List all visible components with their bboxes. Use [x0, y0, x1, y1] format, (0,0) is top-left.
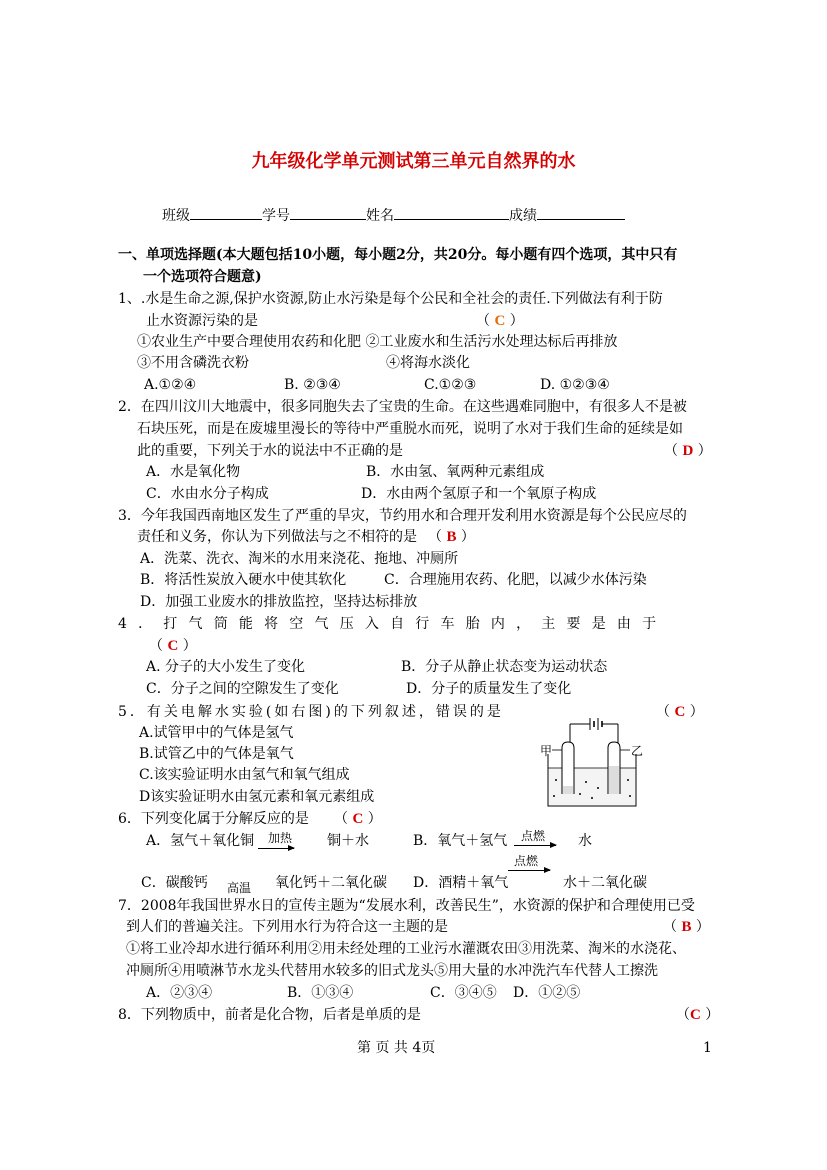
- q5-answer: （ C ）: [656, 704, 704, 720]
- q1-answer-letter: C: [494, 313, 506, 329]
- q2-answer-letter: D: [682, 443, 694, 459]
- score-label: 成绩: [509, 208, 537, 224]
- q5-option-b: B.试管乙中的气体是氧气: [139, 746, 294, 762]
- page-title: 九年级化学单元测试第三单元自然界的水: [251, 151, 576, 172]
- q6-answer-letter: C: [352, 811, 364, 827]
- class-blank[interactable]: [190, 205, 262, 220]
- q7-option-c: C．③④⑤: [430, 985, 497, 1001]
- q1-option-d: D. ①②③④: [540, 377, 610, 393]
- q3-answer: （ B ）: [428, 529, 475, 545]
- q7-option-d: D．①②⑤: [513, 985, 581, 1001]
- q8-answer-letter: C: [690, 1007, 701, 1023]
- q1-stem: 1、.水是生命之源,保护水资源,防止水污染是每个公民和全社会的责任.下列做法有利于防: [118, 291, 663, 307]
- class-label: 班级: [162, 208, 190, 224]
- q1-items-row1: ①农业生产中要合理使用农药和化肥 ②工业废水和生活污水处理达标后再排放: [137, 334, 618, 350]
- tube-yi-label: 乙: [631, 744, 644, 758]
- q4-option-c: C．分子之间的空隙发生了变化: [146, 681, 339, 697]
- q4-stem: 4．打气筒能将空气压入自行车胎内，主要是由于: [118, 616, 668, 632]
- q6-answer: （ C ）: [334, 811, 382, 827]
- q3-answer-letter: B: [446, 529, 457, 545]
- q4-option-b: B．分子从静止状态变为运动状态: [401, 659, 608, 675]
- q6-option-c-left: C．碳酸钙: [141, 875, 208, 891]
- q3-stem: 3．今年我国西南地区发生了严重的旱灾，节约用水和合理开发利用水资源是每个公民应尽的: [118, 508, 687, 524]
- q1-item3: ③不用含磷洗衣粉: [137, 355, 249, 371]
- q7-option-b: B．①③④: [287, 985, 354, 1001]
- page-footer: 第 页 共 4页: [357, 1040, 436, 1056]
- q2-option-d: D．水由两个氢原子和一个氧原子构成: [361, 486, 597, 502]
- q2-answer: （ D ）: [664, 443, 712, 459]
- name-blank[interactable]: [394, 205, 509, 220]
- q6-option-a-left: A．氢气＋氧化铜: [146, 833, 255, 849]
- q7-answer: （ B ）: [663, 919, 710, 935]
- q4-option-a: A. 分子的大小发生了变化: [146, 659, 306, 675]
- q4-answer-letter: C: [167, 638, 179, 654]
- q7-option-a: A．②③④: [146, 985, 213, 1001]
- score-blank[interactable]: [537, 205, 625, 220]
- q7-items-row1: ①将工业冷却水进行循环利用②用未经处理的工业污水灌溉农田③用洗菜、淘米的水浇花、: [126, 941, 686, 957]
- q6-option-c-right: 氧化钙＋二氧化碳: [275, 875, 387, 891]
- section-heading-cont: 一个选项符合题意): [143, 269, 262, 285]
- q2-option-a: A．水是氧化物: [146, 464, 241, 480]
- q5-answer-letter: C: [674, 704, 686, 720]
- q3-option-a: A．洗菜、洗衣、淘米的水用来浇花、拖地、冲厕所: [140, 551, 459, 567]
- q1-option-a: A.①②④: [144, 377, 197, 393]
- q2-stem: 2．在四川汶川大地震中，很多同胞失去了宝贵的生命。在这些遇难同胞中，有很多人不是被: [118, 399, 687, 415]
- q6-option-b-right: 水: [578, 833, 592, 849]
- q5-option-c: C.该实验证明水由氢气和氧气组成: [139, 767, 350, 783]
- q7-answer-letter: B: [681, 919, 692, 935]
- q2-option-b: B．水由氢、氧两种元素组成: [366, 464, 545, 480]
- q1-option-b: B. ②③④: [284, 377, 341, 393]
- q1-option-c: C.①②③: [424, 377, 477, 393]
- tube-jia-label: 甲: [540, 744, 553, 758]
- q5-option-d: D该实验证明水由氢元素和氧元素组成: [139, 789, 375, 805]
- q7-stem-cont: 到人们的普遍关注。下列用水行为符合这一主题的是: [126, 919, 448, 935]
- q6-option-a-arrow: [258, 848, 294, 849]
- q5-option-a: A.试管甲中的气体是氢气: [139, 725, 294, 741]
- q3-stem-cont: 责任和义务，你认为下列做法与之不相符的是: [137, 529, 417, 545]
- student-info: [162, 205, 625, 226]
- q6-option-b-arrow: [514, 845, 556, 846]
- q1-answer: （ C ）: [476, 313, 524, 329]
- q6-option-d-cond: 点燃: [514, 854, 539, 868]
- q8-stem: 8．下列物质中，前者是化合物，后者是单质的是: [118, 1007, 421, 1023]
- q6-option-b-left: B．氧气＋氢气: [413, 833, 508, 849]
- q6-option-d-arrow: [508, 870, 550, 871]
- q3-option-c: C．合理施用农药、化肥，以减少水体污染: [384, 572, 647, 588]
- q8-answer: （C ）: [676, 1007, 720, 1023]
- q3-option-b: B．将活性炭放入硬水中使其软化: [140, 572, 347, 588]
- q3-option-d: D．加强工业废水的排放监控，坚持达标排放: [140, 594, 418, 610]
- q2-option-c: C．水由水分子构成: [146, 486, 269, 502]
- q2-stem-cont2: 此的重要，下列关于水的说法中不正确的是: [137, 443, 403, 459]
- name-label: 姓名: [366, 208, 394, 224]
- electrolysis-diagram: [538, 716, 644, 810]
- q4-option-d: D．分子的质量发生了变化: [406, 681, 572, 697]
- q6-stem: 6．下列变化属于分解反应的是: [118, 811, 309, 827]
- number-label: 学号: [262, 208, 290, 224]
- q1-stem-cont: 止水资源污染的是: [146, 313, 258, 329]
- q6-option-a-cond: 加热: [268, 831, 293, 845]
- page-number: 1: [703, 1040, 712, 1056]
- q7-items-row2: 冲厕所④用喷淋节水龙头代替用水较多的旧式龙头⑤用大量的水冲洗汽车代替人工擦洗: [126, 963, 658, 979]
- q2-stem-cont: 石块压死，而是在废墟里漫长的等待中严重脱水而死，说明了水对于我们生命的延续是如: [137, 421, 683, 437]
- q6-option-d-left: D．酒精＋氧气: [413, 875, 509, 891]
- q6-option-a-right: 铜＋水: [327, 833, 369, 849]
- q6-option-c-cond: 高温: [227, 881, 252, 895]
- q6-option-b-cond: 点燃: [521, 829, 546, 843]
- q4-answer: （ C ）: [149, 638, 197, 654]
- q6-option-d-right: 水＋二氧化碳: [563, 875, 647, 891]
- q5-stem: 5．有关电解水实验(如右图)的下列叙述，错误的是: [118, 704, 504, 720]
- q7-stem: 7．2008年我国世界水日的宣传主题为“发展水利，改善民生”，水资源的保护和合理使用已受: [118, 898, 695, 914]
- section-heading: 一、单项选择题(本大题包括10小题，每小题2分，共20分。每小题有四个选项，其中只有: [118, 247, 678, 263]
- q1-item4: ④将海水淡化: [386, 355, 470, 371]
- number-blank[interactable]: [290, 205, 366, 220]
